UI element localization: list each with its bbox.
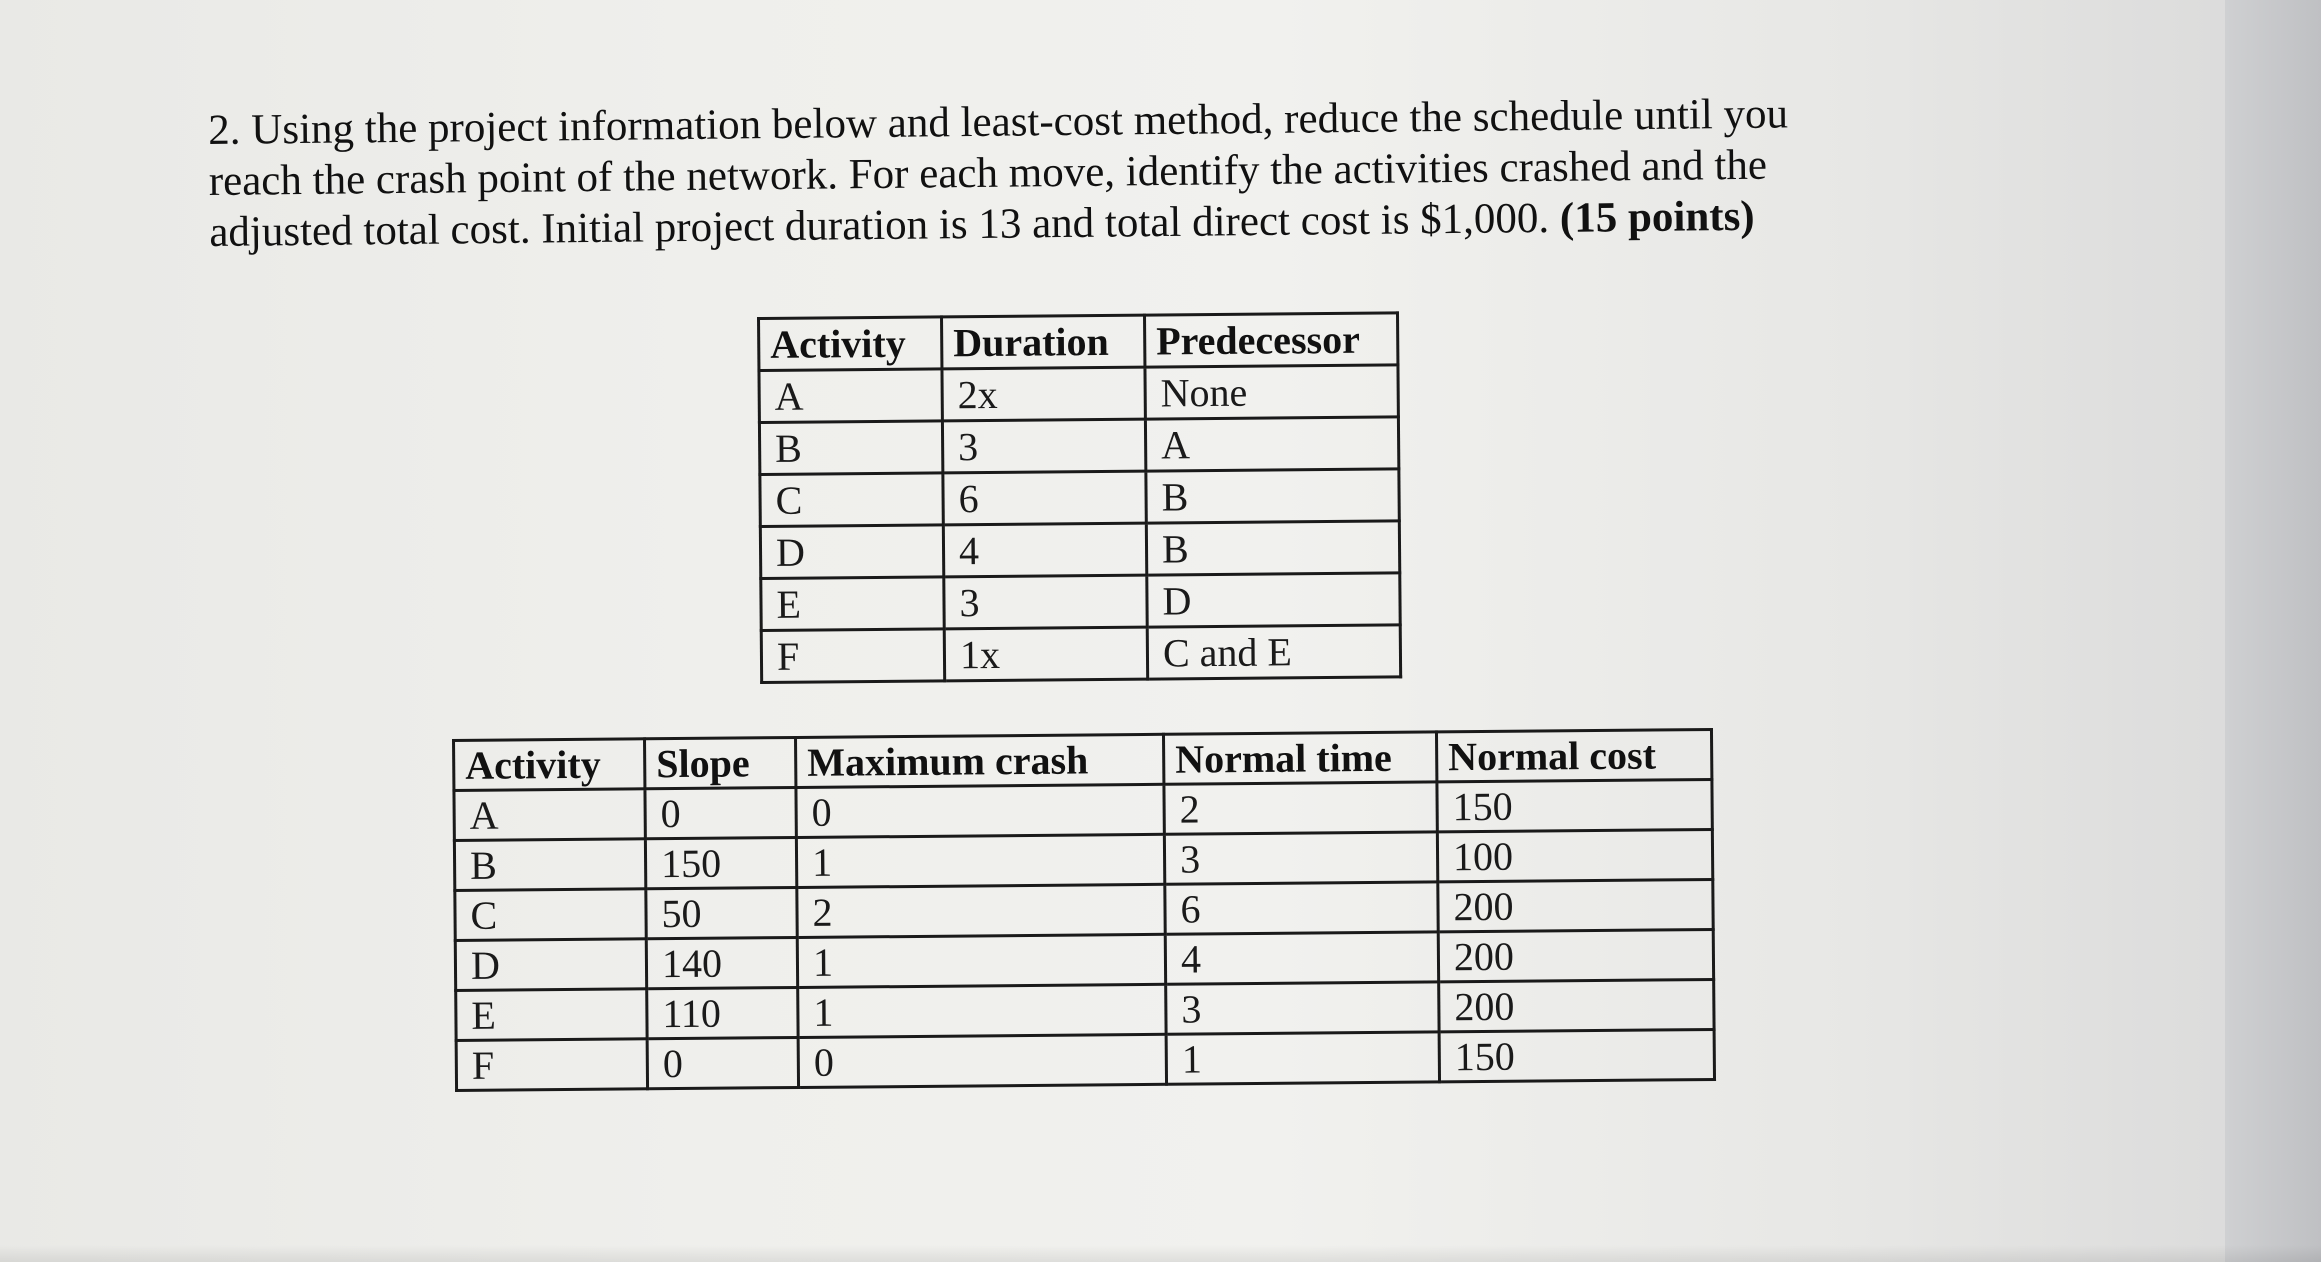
table2-cell: 140 xyxy=(646,937,797,988)
table2-cell: 2 xyxy=(797,884,1165,937)
table1-header-row xyxy=(759,313,1398,371)
question-line-1: 2. Using the project information below and least-cost method, reduce the schedule until you xyxy=(208,90,1789,154)
question-line-2: reach the crash point of the network. For each move, identify the activities crashed and the xyxy=(208,141,1768,205)
table-row xyxy=(761,573,1400,631)
table2-cell: 0 xyxy=(645,788,796,839)
table1-header-duration: Duration xyxy=(942,315,1145,369)
table1-cell: B xyxy=(759,421,942,475)
table-row xyxy=(456,1029,1714,1090)
question-line-3-text: adjusted total cost. Initial project duration is 13 and total direct cost is $1,000. xyxy=(209,194,1561,256)
table2-cell: 200 xyxy=(1438,880,1713,932)
table2-cell: F xyxy=(456,1039,647,1091)
table2-cell: A xyxy=(454,789,645,841)
table2-cell: 3 xyxy=(1164,832,1437,884)
table1-cell: 4 xyxy=(943,523,1146,577)
table2-cell: C xyxy=(455,889,646,941)
table1-cell: A xyxy=(1145,417,1398,471)
table2-cell: 150 xyxy=(1439,1029,1714,1081)
table1-cell: 6 xyxy=(943,471,1146,525)
table2-cell: 110 xyxy=(647,987,798,1038)
table1-cell: C xyxy=(760,473,943,527)
table1-cell: None xyxy=(1145,365,1398,419)
table2-cell: 200 xyxy=(1439,979,1714,1031)
table2-cell: 150 xyxy=(645,837,796,888)
table1-cell: C and E xyxy=(1147,625,1400,679)
activity-duration-table xyxy=(757,311,1402,684)
table2-cell: 50 xyxy=(646,887,797,938)
table2-cell: 0 xyxy=(798,1034,1166,1087)
table1-header-predecessor: Predecessor xyxy=(1144,313,1397,367)
table1-cell: E xyxy=(761,577,944,631)
table2-header-normal-cost: Normal cost xyxy=(1436,730,1711,782)
table2-cell: 4 xyxy=(1165,932,1438,984)
table2-cell: D xyxy=(455,939,646,991)
table1-cell: D xyxy=(760,525,943,579)
table2-cell: 1 xyxy=(796,834,1164,887)
table2-cell: 0 xyxy=(647,1037,798,1088)
table1-cell: B xyxy=(1146,469,1399,523)
table1-header-activity: Activity xyxy=(759,317,942,371)
table1-cell: A xyxy=(759,369,942,423)
table2-cell: 6 xyxy=(1165,882,1438,934)
table2-cell: 200 xyxy=(1438,930,1713,982)
table2-cell: 1 xyxy=(797,934,1165,987)
table2-header-slope: Slope xyxy=(645,738,796,789)
table2-cell: 2 xyxy=(1164,782,1437,834)
table1-cell: 2x xyxy=(942,367,1145,421)
table2-cell: E xyxy=(456,989,647,1041)
table1-cell: B xyxy=(1146,521,1399,575)
table2-cell: 100 xyxy=(1437,830,1712,882)
table-row xyxy=(761,625,1400,683)
table2-cell: 1 xyxy=(798,984,1166,1037)
question-text xyxy=(208,87,1910,258)
table-row xyxy=(759,417,1398,475)
table2-cell: 3 xyxy=(1166,982,1439,1034)
table2-cell: 1 xyxy=(1166,1032,1439,1084)
bottom-shadow xyxy=(0,1245,2321,1262)
table2-cell: B xyxy=(454,839,645,891)
table-row xyxy=(760,521,1399,579)
table2-header-normal-time: Normal time xyxy=(1163,732,1436,784)
right-edge-strip xyxy=(2225,0,2321,1262)
table2-cell: 0 xyxy=(796,784,1164,837)
table-row xyxy=(759,365,1398,423)
table1-cell: 1x xyxy=(944,627,1147,681)
table1-cell: 3 xyxy=(944,575,1147,629)
crash-cost-table xyxy=(452,728,1716,1092)
table2-header-activity: Activity xyxy=(454,739,645,791)
table2-header-maximum-crash: Maximum crash xyxy=(796,734,1164,787)
table2-cell: 150 xyxy=(1437,780,1712,832)
table1-cell: D xyxy=(1147,573,1400,627)
table-row xyxy=(760,469,1399,527)
question-points: (15 points) xyxy=(1559,192,1755,242)
table1-cell: F xyxy=(761,629,944,683)
table1-cell: 3 xyxy=(942,419,1145,473)
